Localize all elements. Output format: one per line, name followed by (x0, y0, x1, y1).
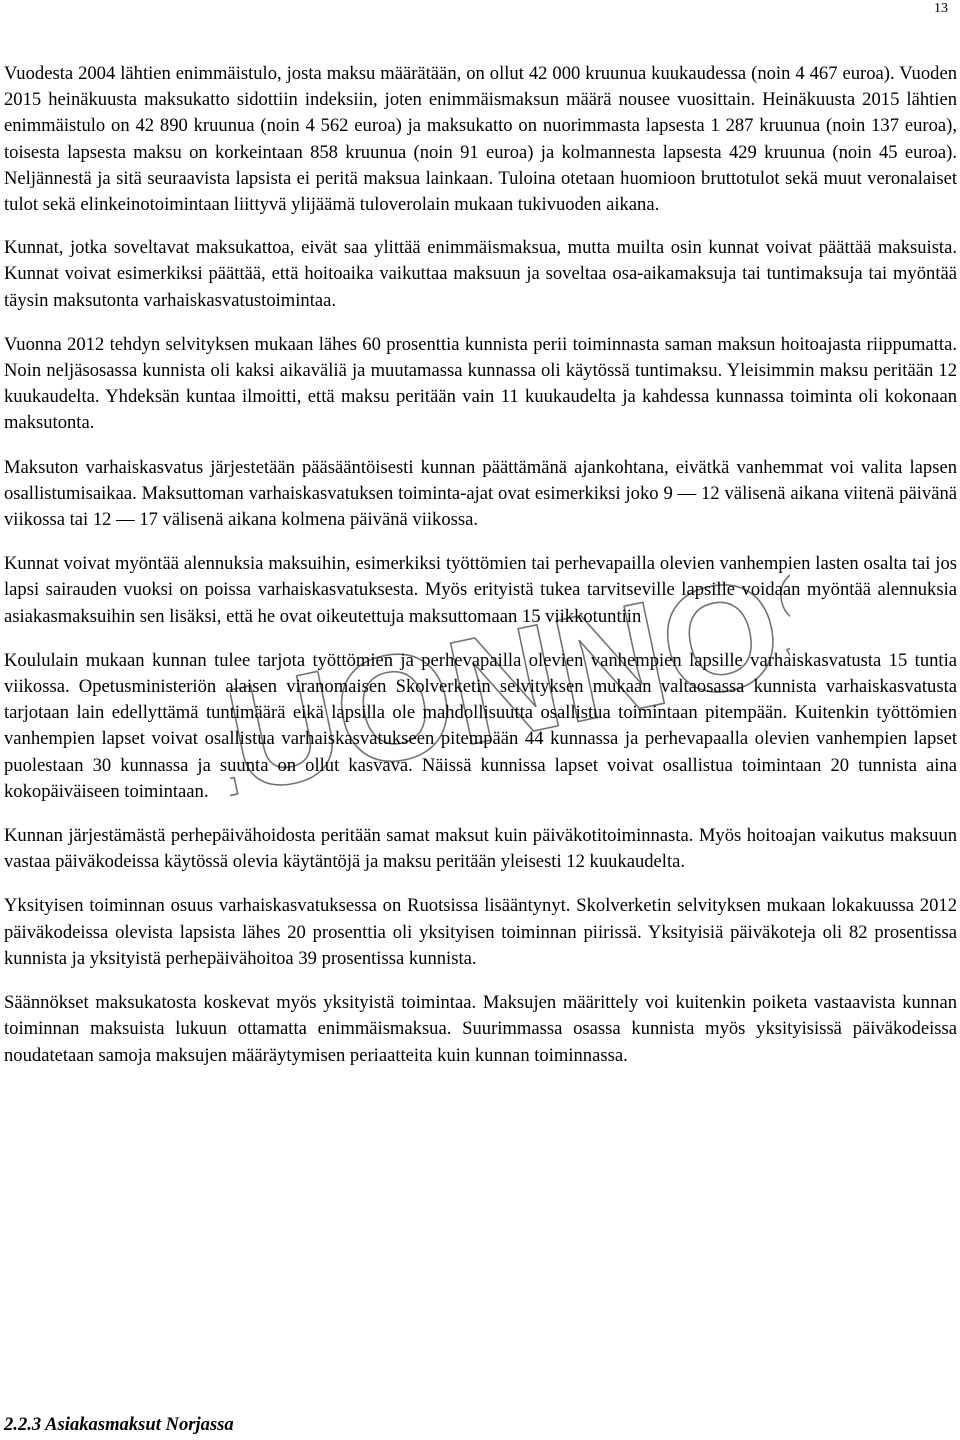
paragraph-income-cap: Vuodesta 2004 lähtien enimmäistulo, josta maksu määrätään, on ollut 42 000 kruunua kuukaudessa (noin 4 467 euroa). Vuoden 2015 heinäkuusta maksukatto sidottiin indeksiin, joten enimmäismaksun määrä nousee vuosittain. Heinäkuusta 2015 lähtien enimmäistulo on 42 890 kruunua (noin 4 562 euroa) ja maksukatto on nuorimmasta lapsesta 1 287 kruunua (noin 137 euroa), toisesta lapsesta maksu on korkeintaan 858 kruunua (noin 91 euroa) ja kolmannesta lapsesta 429 kruunua (noin 45 euroa). Neljännestä ja sitä seuraavista lapsista ei peritä maksua lainkaan. Tuloina otetaan huomioon bruttotulot sekä muut veronalaiset tulot sekä elinkeinotoimintaan liittyvä ylijäämä tuloverolain mukaan tukivuoden aikana. (4, 63, 957, 216)
paragraph-private-share: Yksityisen toiminnan osuus varhaiskasvatuksessa on Ruotsissa lisääntynyt. Skolverketin selvityksen mukaan lokakuussa 2012 päiväkodeissa olevista lapsista lähes 20 prosenttia oli yksityisen toiminnan piirissä. Yksityisiä päiväkoteja oli 82 prosentissa kunnista ja yksityistä perhepäivähoitoa 39 prosentissa kunnista. (4, 895, 957, 969)
paragraph-family-daycare: Kunnan järjestämästä perhepäivähoidosta peritään samat maksut kuin päiväkotitoiminnasta. Myös hoitoajan vaikutus maksuun vastaa päiväkodeissa käytössä olevia käytäntöjä ja maksu peritään yleisesti 12 kuukaudelta. (4, 825, 957, 873)
paragraph-private-fees: Säännökset maksukatosta koskevat myös yksityistä toimintaa. Maksujen määrittely voi kuitenkin poiketa vastaavista kunnan toiminnan maksuista lukuun ottamatta enimmäismaksua. Suurimmassa osassa kunnista myös yksityisissä päiväkodeissa noudatetaan samoja maksujen määräytymisen periaatteita kuin kunnan toiminnassa. (4, 992, 957, 1066)
watermark-text: LUONNOS (230, 560, 790, 820)
paragraph-free-ecec: Maksuton varhaiskasvatus järjestetään pääsääntöisesti kunnan päättämänä ajankohtana, eivätkä vanhemmat voi valita lapsen osallistumisaikaa. Maksuttoman varhaiskasvatuksen toiminta-ajat ovat esimerkiksi joko 9 ― 12 välisenä aikana viitenä päivänä viikossa tai 12 ― 17 välisenä aikana kolmena päivänä viikossa. (4, 456, 957, 531)
paragraph-survey-2012: Vuonna 2012 tehdyn selvityksen mukaan lähes 60 prosenttia kunnista perii toiminnasta saman maksun hoitoajasta riippumatta. Noin neljäsosassa kunnista oli kaksi aikaväliä ja muutamassa kunnassa oli käytössä tuntimaksu. Yleisimmin maksu peritään 12 kuukaudelta. Yhdeksän kuntaa ilmoitti, että maksu peritään vain 11 kuukaudelta ja kahdessa kunnassa toiminta oli kokonaan maksutonta. (4, 333, 957, 434)
paragraph-discounts: Kunnat voivat myöntää alennuksia maksuihin, esimerkiksi työttömien tai perhevapailla olevien vanhempien lasten osalta tai jos lapsi sairauden vuoksi on poissa varhaiskasvatuksesta. Myös erityistä tukea tarvitseville lapsille voidaan myöntää alennuksia asiakasmaksuihin sen lisäksi, että he ovat oikeutettuja maksuttomaan 15 viikkotuntiin (4, 553, 957, 627)
section-heading: 2.2.3 Asiakasmaksut Norjassa (4, 1414, 234, 1435)
paragraph-school-act: Koululain mukaan kunnan tulee tarjota työttömien ja perhevapailla olevien vanhempien lapsille varhaiskasvatusta 15 tuntia viikossa. Opetusministeriön alaisen viranomaisen Skolverketin selvityksen mukaan valtaosassa kunnista varhaiskasvatusta tarjotaan lain edellyttämä tuntimäärä eikä lapsilla ole mahdollisuutta osallistua toimintaan pitempään. Kuitenkin työttömien vanhempien lapset voivat osallistua varhaiskasvatukseen pitempään 44 kunnassa ja perhevapaalla olevien vanhempien lapset puolestaan 30 kunnassa ja suunta on ollut kasvava. Näissä kunnissa lapset voivat osallistua toimintaan 20 tunnista aina kokopäiväiseen toimintaan. (4, 649, 957, 802)
document-body (4, 61, 957, 1087)
page-number: 13 (934, 1, 948, 16)
paragraph-municipal-fees: Kunnat, jotka soveltavat maksukattoa, eivät saa ylittää enimmäismaksua, mutta muilta osin kunnat voivat päättää maksuista. Kunnat voivat esimerkiksi päättää, että hoitoaika vaikuttaa maksuun ja soveltaa osa-aikamaksuja tai tuntimaksuja tai myöntää täysin maksutonta varhaiskasvatustoimintaa. (4, 237, 957, 311)
